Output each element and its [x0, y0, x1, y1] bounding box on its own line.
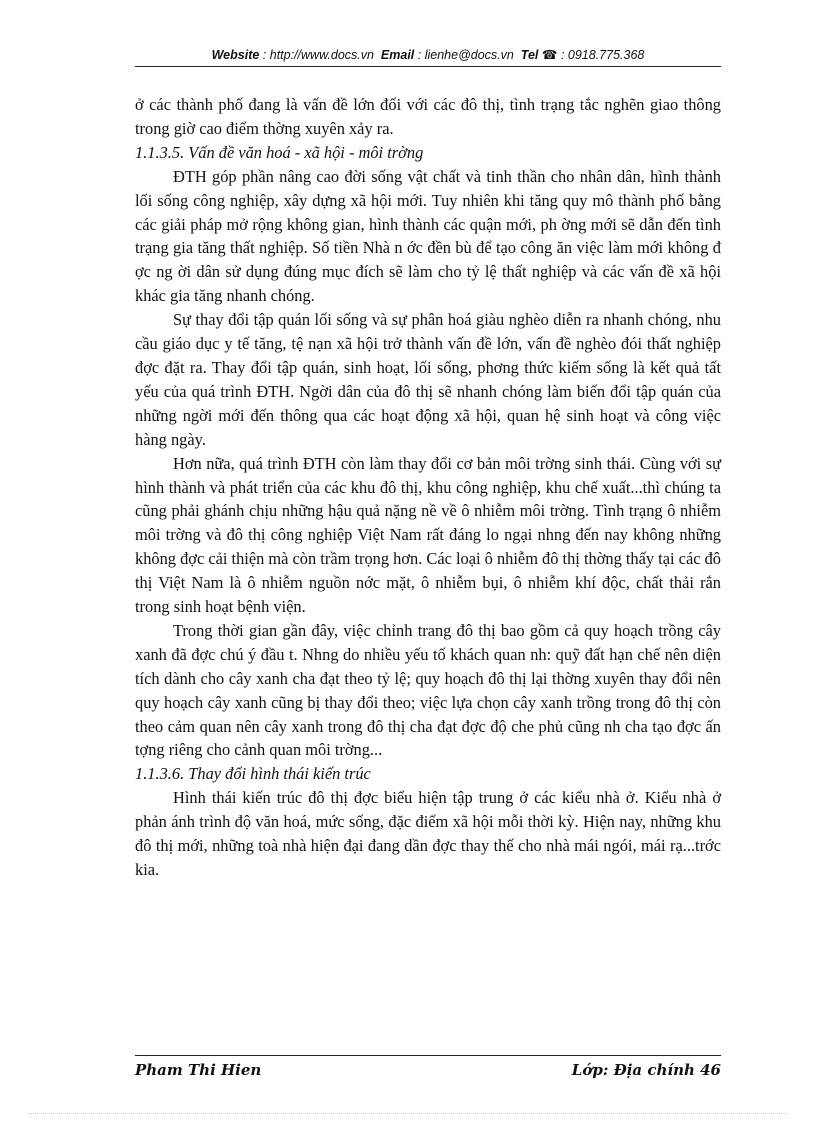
email-label: Email — [380, 48, 415, 62]
footer-author: Pham Thi Hien — [135, 1061, 262, 1079]
website-label: Website — [211, 48, 260, 62]
email-address: : lienhe@docs.vn — [417, 48, 514, 62]
paragraph: ĐTH góp phần nâng cao đời sống vật chất và tinh thần cho nhân dân, hình thành lối sống công nghiệp, xây dựng xã hội mới. Tuy nhiên khi tăng quy mô thành phố bằng các giải pháp mở rộng không gian, hình thành các quận mới, ph ờng mới sẽ dẫn đến tình trạng gia tăng thất nghiệp. Số tiền Nhà n ớc đền bù để tạo công ăn việc làm mới không đ ợc ng ời dân sử dụng đúng mục đích sẽ làm cho tỷ lệ thất nghiệp và các vấn đề xã hội khác gia tăng nhanh chóng. — [135, 166, 721, 306]
paragraph: Hơn nữa, quá trình ĐTH còn làm thay đổi cơ bản môi trờng sinh thái. Cùng với sự hình thành và phát triển của các khu đô thị, khu công nghiệp, khu chế xuất...thì chúng ta cũng phải ghánh chịu những hậu quả nặng nề về ô nhiễm môi trờng. Tình trạng ô nhiễm môi trờng và đô thị công nghiệp Việt Nam rất đáng lo ngại nhng đến nay không những không đợc cải thiện mà còn trầm trọng hơn. Các loại ô nhiễm đô thị thờng thấy tại các đô thị Việt Nam là ô nhiễm nguồn nớc mặt, ô nhiễm bụi, ô nhiễm khí độc, chất thải rắn trong sinh hoạt bệnh viện. — [135, 453, 721, 617]
page-header — [135, 47, 721, 62]
paragraph: Trong thời gian gần đây, việc chỉnh trang đô thị bao gồm cả quy hoạch trồng cây xanh đã đợc chú ý đầu t. Nhng do nhiều yếu tố khách quan nh: quỹ đất hạn chế nên diện tích dành cho cây xanh cha đạt theo tỷ lệ; quy hoạch đô thị lại thờng xuyên thay đổi nên quy hoạch cây xanh cũng bị thay đổi theo; việc lựa chọn cây xanh trồng trong đô thị còn theo cảm quan nên cây xanh trong đô thị cha đạt đợc độ che phủ cũng nh cha tạo đợc ấn tợng riêng cho cảnh quan môi trờng... — [135, 620, 721, 760]
page-bottom-edge — [28, 1113, 788, 1114]
footer-class: Lớp: Địa chính 46 — [571, 1061, 721, 1079]
header-divider — [135, 66, 721, 67]
section-heading-1-1-3-6: 1.1.3.6. Thay đổi hình thái kiến trúc — [135, 764, 371, 784]
website-url: : http://www.docs.vn — [262, 48, 374, 62]
phone-icon: ☎ — [541, 48, 558, 62]
tel-label: Tel — [520, 48, 539, 62]
page-footer — [135, 1061, 721, 1079]
phone-number: : 0918.775.368 — [560, 48, 645, 62]
section-heading-1-1-3-5: 1.1.3.5. Vấn đề văn hoá - xã hội - môi trờng — [135, 142, 424, 162]
paragraph: Sự thay đổi tập quán lối sống và sự phân hoá giàu nghèo diễn ra nhanh chóng, nhu cầu giáo dục y tế tăng, tệ nạn xã hội trở thành vấn đề lớn, vấn đề nghèo đói thất nghiệp đợc đặt ra. Thay đổi tập quán, sinh hoạt, lối sống, phơng thức kiếm sống là kết quả tất yếu của quá trình ĐTH. Ngời dân của đô thị sẽ nhanh chóng làm biến đổi tập quán của những ngời mới đến thông qua các hoạt động xã hội, quan hệ sinh hoạt và công việc hàng ngày. — [135, 310, 721, 449]
paragraph: Hình thái kiến trúc đô thị đợc biểu hiện tập trung ở các kiểu nhà ở. Kiểu nhà ở phản ánh trình độ văn hoá, mức sống, đặc điểm xã hội mỗi thời kỳ. Hiện nay, những khu đô thị mới, những toà nhà hiện đại đang dần đợc thay thế cho nhà mái ngói, mái rạ...trớc kia. — [135, 788, 721, 879]
document-body — [135, 93, 721, 882]
footer-divider — [135, 1055, 721, 1056]
paragraph-continued: ở các thành phố đang là vấn đề lớn đối với các đô thị, tình trạng tắc nghẽn giao thông trong giờ cao điểm thờng xuyên xảy ra. — [135, 95, 721, 138]
